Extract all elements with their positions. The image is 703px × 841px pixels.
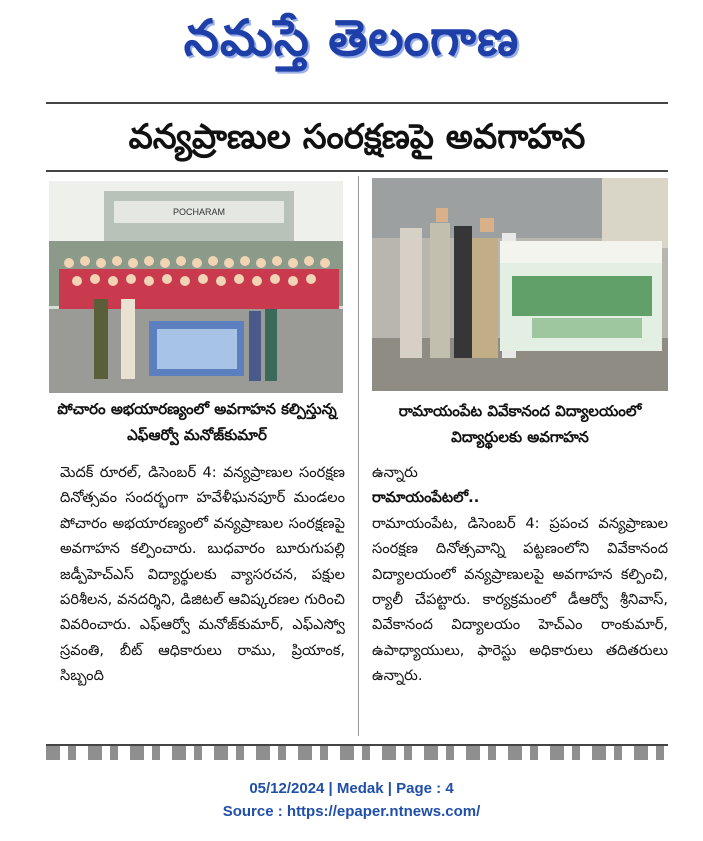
headline-top-rule: [46, 102, 668, 104]
headline-bottom-rule: [46, 170, 668, 172]
photo-pocharam-students: [49, 181, 343, 393]
right-column-lead: ఉన్నారు: [372, 464, 418, 481]
article-right-column: [372, 460, 668, 689]
article-left-column: మెదక్ రూరల్, డిసెంబర్ 4: వన్యప్రాణుల సంరక్షణ దినోత్సవం సందర్భంగా హవేళీఘనపూర్ మండలం పోచారం అభయారణ్యంలో వన్యప్రాణుల సంరక్షణపై అవగాహన కల్పించారు. బుధవారం బూరుగుపల్లి జడ్పీహెచ్ఎస్ విద్యార్థులకు వ్యాసరచన, పక్షుల పరిశీలన, వనదర్శిని, డిజిటల్ ఆవిష్కరణల గురించి వివరించారు. ఎఫ్ఆర్వో మనోజ్‌కుమార్, ఎఫ్ఎస్వో స్రవంతి, బీట్ ఆధికారులు రాము, ప్రియాంక, సిబ్బంది: [60, 464, 345, 685]
photo-right-caption: రామాయంపేట వివేకానంద విద్యాలయంలో విద్యార్థులకు అవగాహన: [398, 402, 642, 446]
footer-source: Source : https://epaper.ntnews.com/: [222, 803, 481, 820]
article-headline: వన్యప్రాణుల సంరక్షణపై అవగాహన: [128, 117, 586, 157]
right-column-body: రామాయంపేట, డిసెంబర్ 4: ప్రపంచ వన్యప్రాణుల సంరక్షణ దినోత్సవాన్ని పట్టణంలోని వివేకానంద విద్యాలయంలో వన్యప్రాణులపై అవగాహన కల్పించి, ర్యాలీ చేపట్టారు. కార్యక్రమంలో డీఆర్వో శ్రీనివాస్, వివేకానంద విద్యాలయం హెచ్ఎం రాంకుమార్, ఉపాధ్యాయులు, ఫారెస్టు అధికారులు తదితరులు ఉన్నారు.: [372, 514, 668, 685]
newspaper-masthead: నమస్తే తెలంగాణ: [183, 9, 520, 67]
footer-date-edition: 05/12/2024 | Medak | Page : 4: [249, 780, 454, 797]
photo-signboard-text: POCHARAM: [172, 207, 226, 217]
right-subheading: రామాయంపేటలో..: [372, 489, 480, 507]
column-divider: [358, 176, 359, 736]
next-article-cutoff: [46, 744, 668, 760]
photo-ramayampet-rally: [372, 178, 668, 391]
photo-left-caption: పోచారం అభయారణ్యంలో అవగాహన కల్పిస్తున్న ఎఫ్ఆర్వో మనోజ్‌కుమార్: [57, 400, 337, 444]
